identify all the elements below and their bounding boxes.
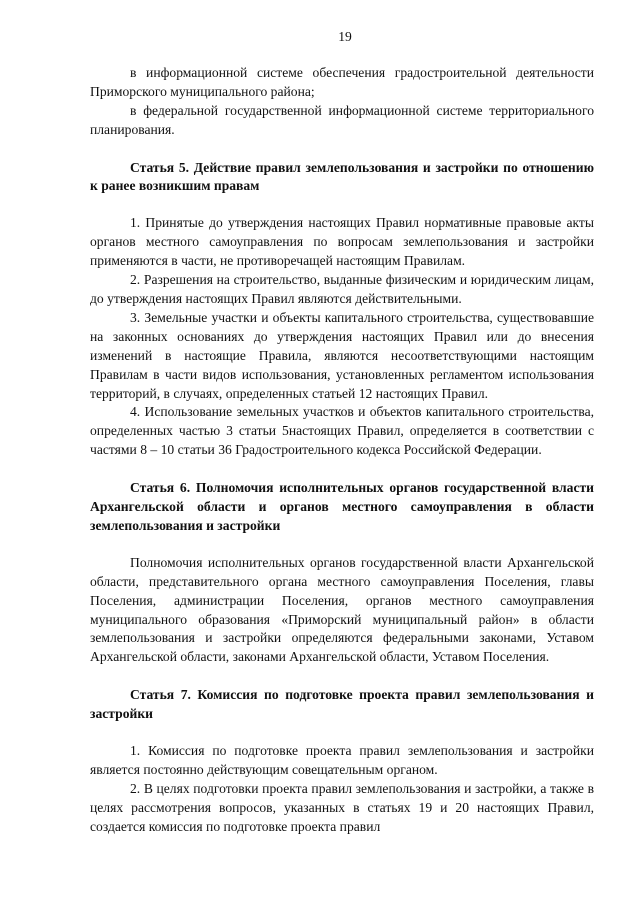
article-paragraph: 2. Разрешения на строительство, выданные физическим и юридическим лицам, до утверждения настоящих Правил являются действительными. — [90, 272, 594, 306]
article-paragraph: 4. Использование земельных участков и объектов капитального строительства, определенных частью 3 статьи 5настоящих Правил, определяется в соответствии с частями 8 – 10 статьи 36 Градостроительного кодекса Российской Федерации. — [90, 404, 594, 458]
article-paragraph: Полномочия исполнительных органов государственной власти Архангельской области, представительного органа местного самоуправления Поселения, главы Поселения, администрации Поселения, органов местного самоуправления муниципального образования «Приморский муниципальный район» в области землепользования и застройки определяются федеральными законами, Уставом Архангельской области, законами Архангельской области, Уставом Поселения. — [90, 554, 594, 665]
page-number: 19 — [338, 29, 352, 44]
article-paragraph: 1. Принятые до утверждения настоящих Правил нормативные правовые акты органов местного самоуправления по вопросам землепользования и застройки применяются в части, не противоречащей настоящим Правилам. — [90, 215, 594, 269]
article-heading: Статья 7. Комиссия по подготовке проекта правил землепользования и застройки — [90, 687, 594, 722]
article-paragraph: 2. В целях подготовки проекта правил землепользования и застройки, а также в целях рассмотрения вопросов, указанных в статьях 19 и 20 настоящих Правил, создается комиссия по подготовке проекта правил — [90, 780, 594, 834]
article-paragraph: 1. Комиссия по подготовке проекта правил землепользования и застройки является постоянно действующим совещательным органом. — [90, 743, 594, 777]
article-heading: Статья 6. Полномочия исполнительных органов государственной власти Архангельской области и органов местного самоуправления в области землепользования и застройки — [90, 480, 594, 533]
document-page — [90, 28, 594, 837]
intro-paragraph: в федеральной государственной информационной системе территориального планирования. — [90, 102, 594, 137]
article-heading: Статья 5. Действие правил землепользования и застройки по отношению к ранее возникшим правам — [90, 159, 594, 194]
intro-paragraph: в информационной системе обеспечения градостроительной деятельности Приморского муниципального района; — [90, 64, 594, 99]
article-paragraph: 3. Земельные участки и объекты капитального строительства, существовавшие на законных основаниях до утверждения настоящих Правил или до внесения изменений в настоящие Правила, являются несоответствующими настоящим Правилам в части видов использования, установленных регламентом использования территорий, в случаях, определенных статьей 12 настоящих Правил. — [90, 309, 594, 401]
